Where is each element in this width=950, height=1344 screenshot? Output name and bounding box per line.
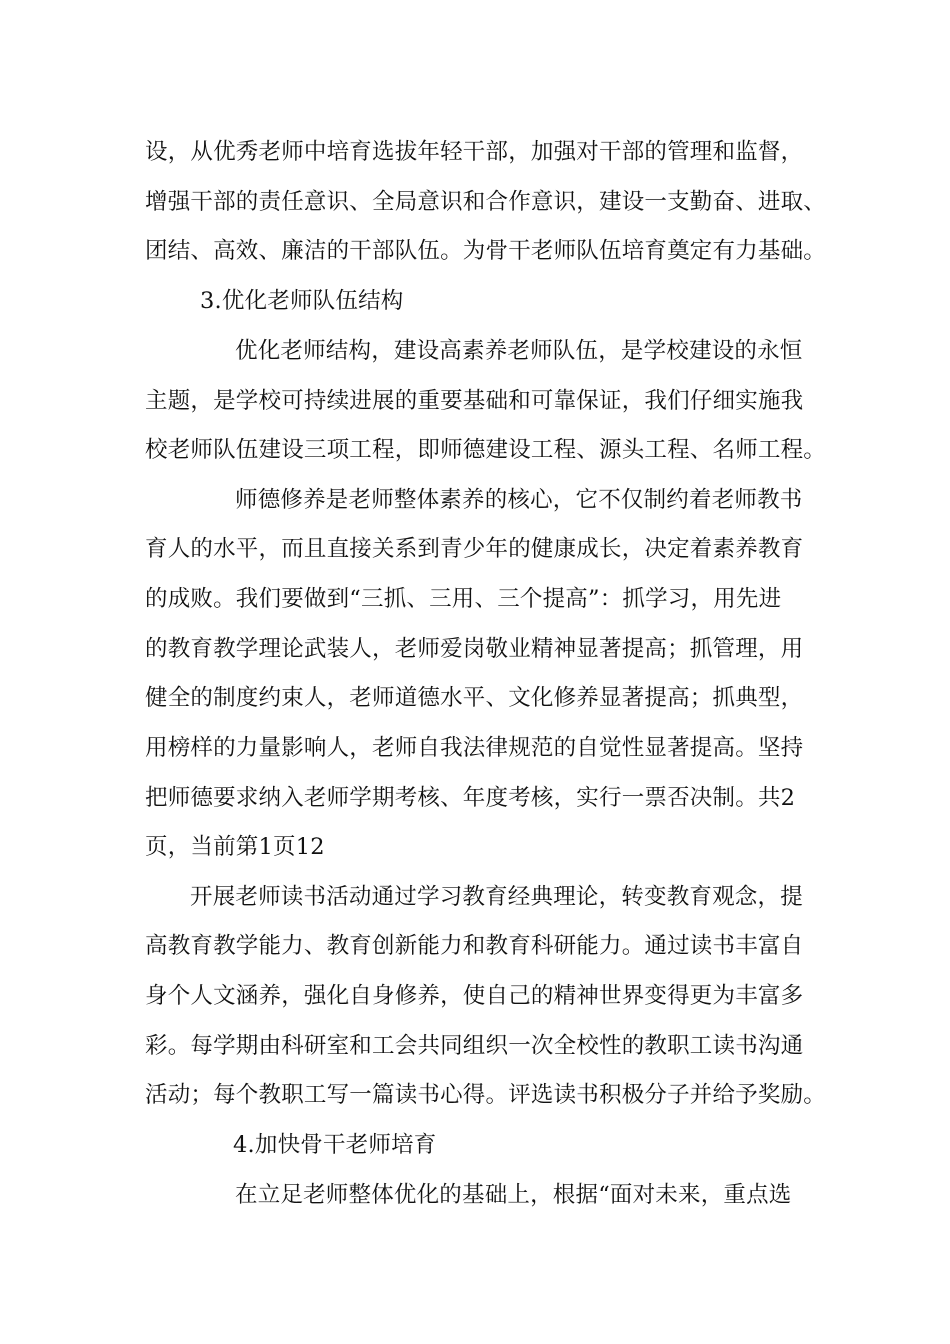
- paragraph-line: 增强干部的责任意识、全局意识和合作意识，建设一支勤奋、进取、: [145, 189, 827, 215]
- paragraph-line: 师德修养是老师整体素养的核心，它不仅制约着老师教书: [235, 487, 803, 513]
- paragraph-line: 优化老师结构，建设高素养老师队伍，是学校建设的永恒: [235, 338, 803, 364]
- paragraph-line: 的教育教学理论武装人，老师爱岗敬业精神显著提高；抓管理，用: [145, 636, 804, 662]
- paragraph-line: 团结、高效、廉洁的干部队伍。为骨干老师队伍培育奠定有力基础。: [145, 238, 827, 264]
- paragraph-line: 开展老师读书活动通过学习教育经典理论，转变教育观念，提: [190, 884, 803, 910]
- paragraph-line: 设，从优秀老师中培育选拔年轻干部，加强对干部的管理和监督，: [145, 139, 804, 165]
- paragraph-line: 主题，是学校可持续进展的重要基础和可靠保证，我们仔细实施我: [145, 388, 804, 414]
- section-heading: 4.加快骨干老师培育: [233, 1132, 437, 1158]
- paragraph-line: 健全的制度约束人，老师道德水平、文化修养显著提高；抓典型，: [145, 685, 804, 711]
- paragraph-line: 用榜样的力量影响人，老师自我法律规范的自觉性显著提高。坚持: [145, 735, 804, 761]
- paragraph-line: 育人的水平，而且直接关系到青少年的健康成长，决定着素养教育: [145, 536, 804, 562]
- paragraph-line: 的成败。我们要做到“三抓、三用、三个提高”：抓学习，用先进: [145, 586, 782, 612]
- paragraph-line: 身个人文涵养，强化自身修养，使自己的精神世界变得更为丰富多: [145, 983, 804, 1009]
- section-heading: 3.优化老师队伍结构: [200, 288, 404, 314]
- paragraph-line: 彩。每学期由科研室和工会共同组织一次全校性的教职工读书沟通: [145, 1033, 804, 1059]
- page-counter-line: 页，当前第1页12: [145, 834, 325, 860]
- paragraph-line: 在立足老师整体优化的基础上，根据“面对未来，重点选: [235, 1182, 792, 1208]
- paragraph-line: 把师德要求纳入老师学期考核、年度考核，实行一票否决制。共2: [145, 785, 796, 811]
- paragraph-line: 校老师队伍建设三项工程，即师德建设工程、源头工程、名师工程。: [145, 437, 827, 463]
- paragraph-line: 活动；每个教职工写一篇读书心得。评选读书积极分子并给予奖励。: [145, 1082, 827, 1108]
- paragraph-line: 高教育教学能力、教育创新能力和教育科研能力。通过读书丰富自: [145, 933, 804, 959]
